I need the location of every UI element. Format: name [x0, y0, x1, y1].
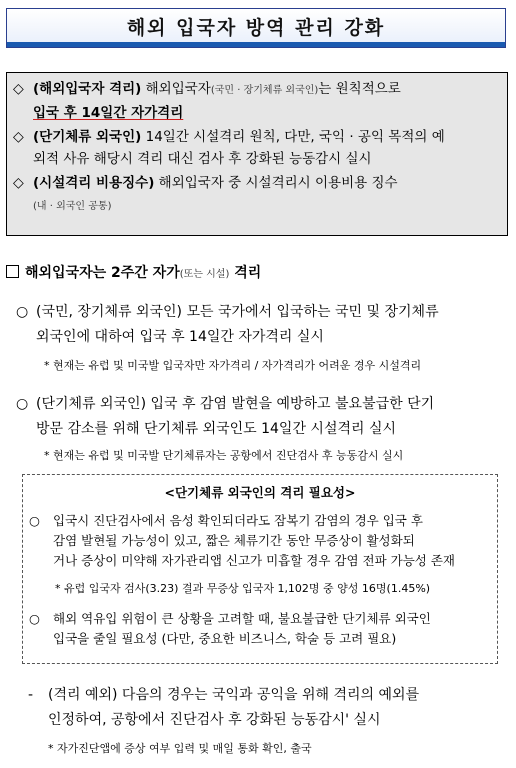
- list-item-1: [16, 300, 506, 350]
- summary-small-1: (국민 · 장기체류 외국인): [210, 85, 319, 96]
- section-end: 격리: [229, 265, 262, 281]
- item2-line1: (단기체류 외국인) 입국 후 감염 발현을 예방하고 불요불급한 단기: [36, 396, 435, 412]
- summary-pre-2: 14일간 시설격리 원칙, 다만, 국익 · 공익 목적의 예: [141, 129, 445, 145]
- summary-row-3: [13, 172, 501, 218]
- box-title-text: <단기체류 외국인의 격리 필요성>: [164, 485, 356, 500]
- item1-line2: 외국인에 대하여 입국 후 14일간 자가격리 실시: [36, 329, 324, 345]
- box-item1-line2: 감염 발현될 가능성이 있고, 짧은 체류기간 동안 무증상이 활성화되: [53, 533, 415, 548]
- summary-pre-3: 해외입국자 중 시설격리시 이용비용 징수: [154, 175, 398, 191]
- summary-box: [6, 72, 508, 236]
- box-item-2: [29, 609, 489, 649]
- item2-body: [36, 392, 506, 442]
- item3-body: [48, 683, 508, 733]
- title-banner: [6, 8, 506, 48]
- box-item1-line3: 거나 증상이 미약해 자가관리앱 신고가 미흡할 경우 감염 전파 가능성 존재: [53, 553, 455, 568]
- note-1: * 현재는 유럽 및 미국발 입국자만 자가격리 / 자가격리가 어려운 경우 시설격리: [44, 359, 422, 372]
- summary-line2-1: 입국 후 14일간 자가격리: [33, 105, 184, 121]
- list-item-3: [28, 683, 508, 733]
- item1-line1: (국민, 장기체류 외국인) 모든 국가에서 입국하는 국민 및 장기체류: [36, 304, 439, 320]
- square-bullet-icon: [6, 265, 19, 278]
- page-title: 해외 입국자 방역 관리 강화: [126, 16, 386, 39]
- box-item-1: [29, 511, 489, 571]
- summary-row-2: [13, 126, 501, 170]
- diamond-bullet-icon: ◇: [13, 81, 24, 97]
- summary-text-1: [33, 78, 501, 124]
- box-item2-line2: 입국을 줄일 필요성 (다만, 중요한 비즈니스, 학술 등 고려 필요): [53, 631, 397, 646]
- circle-bullet-icon: ○: [29, 611, 40, 626]
- box-item2-line1: 해외 역유입 위험이 큰 상황을 고려할 때, 불요불급한 단기체류 외국인: [53, 611, 431, 626]
- summary-post-1: 는 원칙적으로: [318, 81, 401, 97]
- dash-bullet: -: [28, 687, 34, 703]
- summary-head-2: (단기체류 외국인): [33, 129, 142, 145]
- list-item-2: [16, 392, 506, 442]
- box-note: * 유럽 입국자 검사(3.23) 결과 무증상 입국자 1,102명 중 양성 16명(1.45%): [55, 582, 431, 595]
- section-heading: [6, 262, 261, 282]
- title-bar: [7, 9, 505, 43]
- section-text: 해외입국자는 2주간 자가: [25, 265, 180, 281]
- summary-line2-2: 외적 사유 해당시 격리 대신 검사 후 강화된 능동감시 실시: [33, 151, 372, 167]
- quarantine-necessity-box: [22, 474, 498, 664]
- summary-head-1: (해외입국자 격리): [33, 81, 142, 97]
- summary-row-1: [13, 78, 501, 124]
- item1-body: [36, 300, 506, 350]
- box-item1-body: [53, 511, 489, 571]
- title-underline: [7, 42, 505, 47]
- summary-pre-1: 해외입국자: [141, 81, 211, 97]
- summary-text-3: [33, 172, 501, 218]
- diamond-bullet-icon: ◇: [13, 129, 24, 145]
- summary-text-2: [33, 126, 501, 170]
- item3-line1: (격리 예외) 다음의 경우는 국익과 공익을 위해 격리의 예외를: [48, 687, 420, 703]
- summary-line2-3: (내 · 외국인 공통): [33, 201, 112, 212]
- note-2: * 현재는 유럽 및 미국발 단기체류자는 공항에서 진단검사 후 능동감시 실시: [44, 449, 404, 462]
- box-title: [23, 483, 497, 501]
- section-small: (또는 시설): [179, 269, 230, 280]
- box-item1-line1: 입국시 진단검사에서 음성 확인되더라도 잠복기 감염의 경우 입국 후: [53, 513, 423, 528]
- circle-bullet-icon: ○: [16, 396, 29, 412]
- summary-head-3: (시설격리 비용징수): [33, 175, 155, 191]
- note-3: * 자가진단앱에 증상 여부 입력 및 매일 통화 확인, 출국: [48, 742, 312, 755]
- item3-line2: 인정하여, 공항에서 진단검사 후 강화된 능동감시' 실시: [48, 712, 381, 728]
- circle-bullet-icon: ○: [29, 513, 40, 528]
- box-item2-body: [53, 609, 489, 649]
- diamond-bullet-icon: ◇: [13, 175, 24, 191]
- item2-line2: 방문 감소를 위해 단기체류 외국인도 14일간 시설격리 실시: [36, 421, 397, 437]
- circle-bullet-icon: ○: [16, 304, 29, 320]
